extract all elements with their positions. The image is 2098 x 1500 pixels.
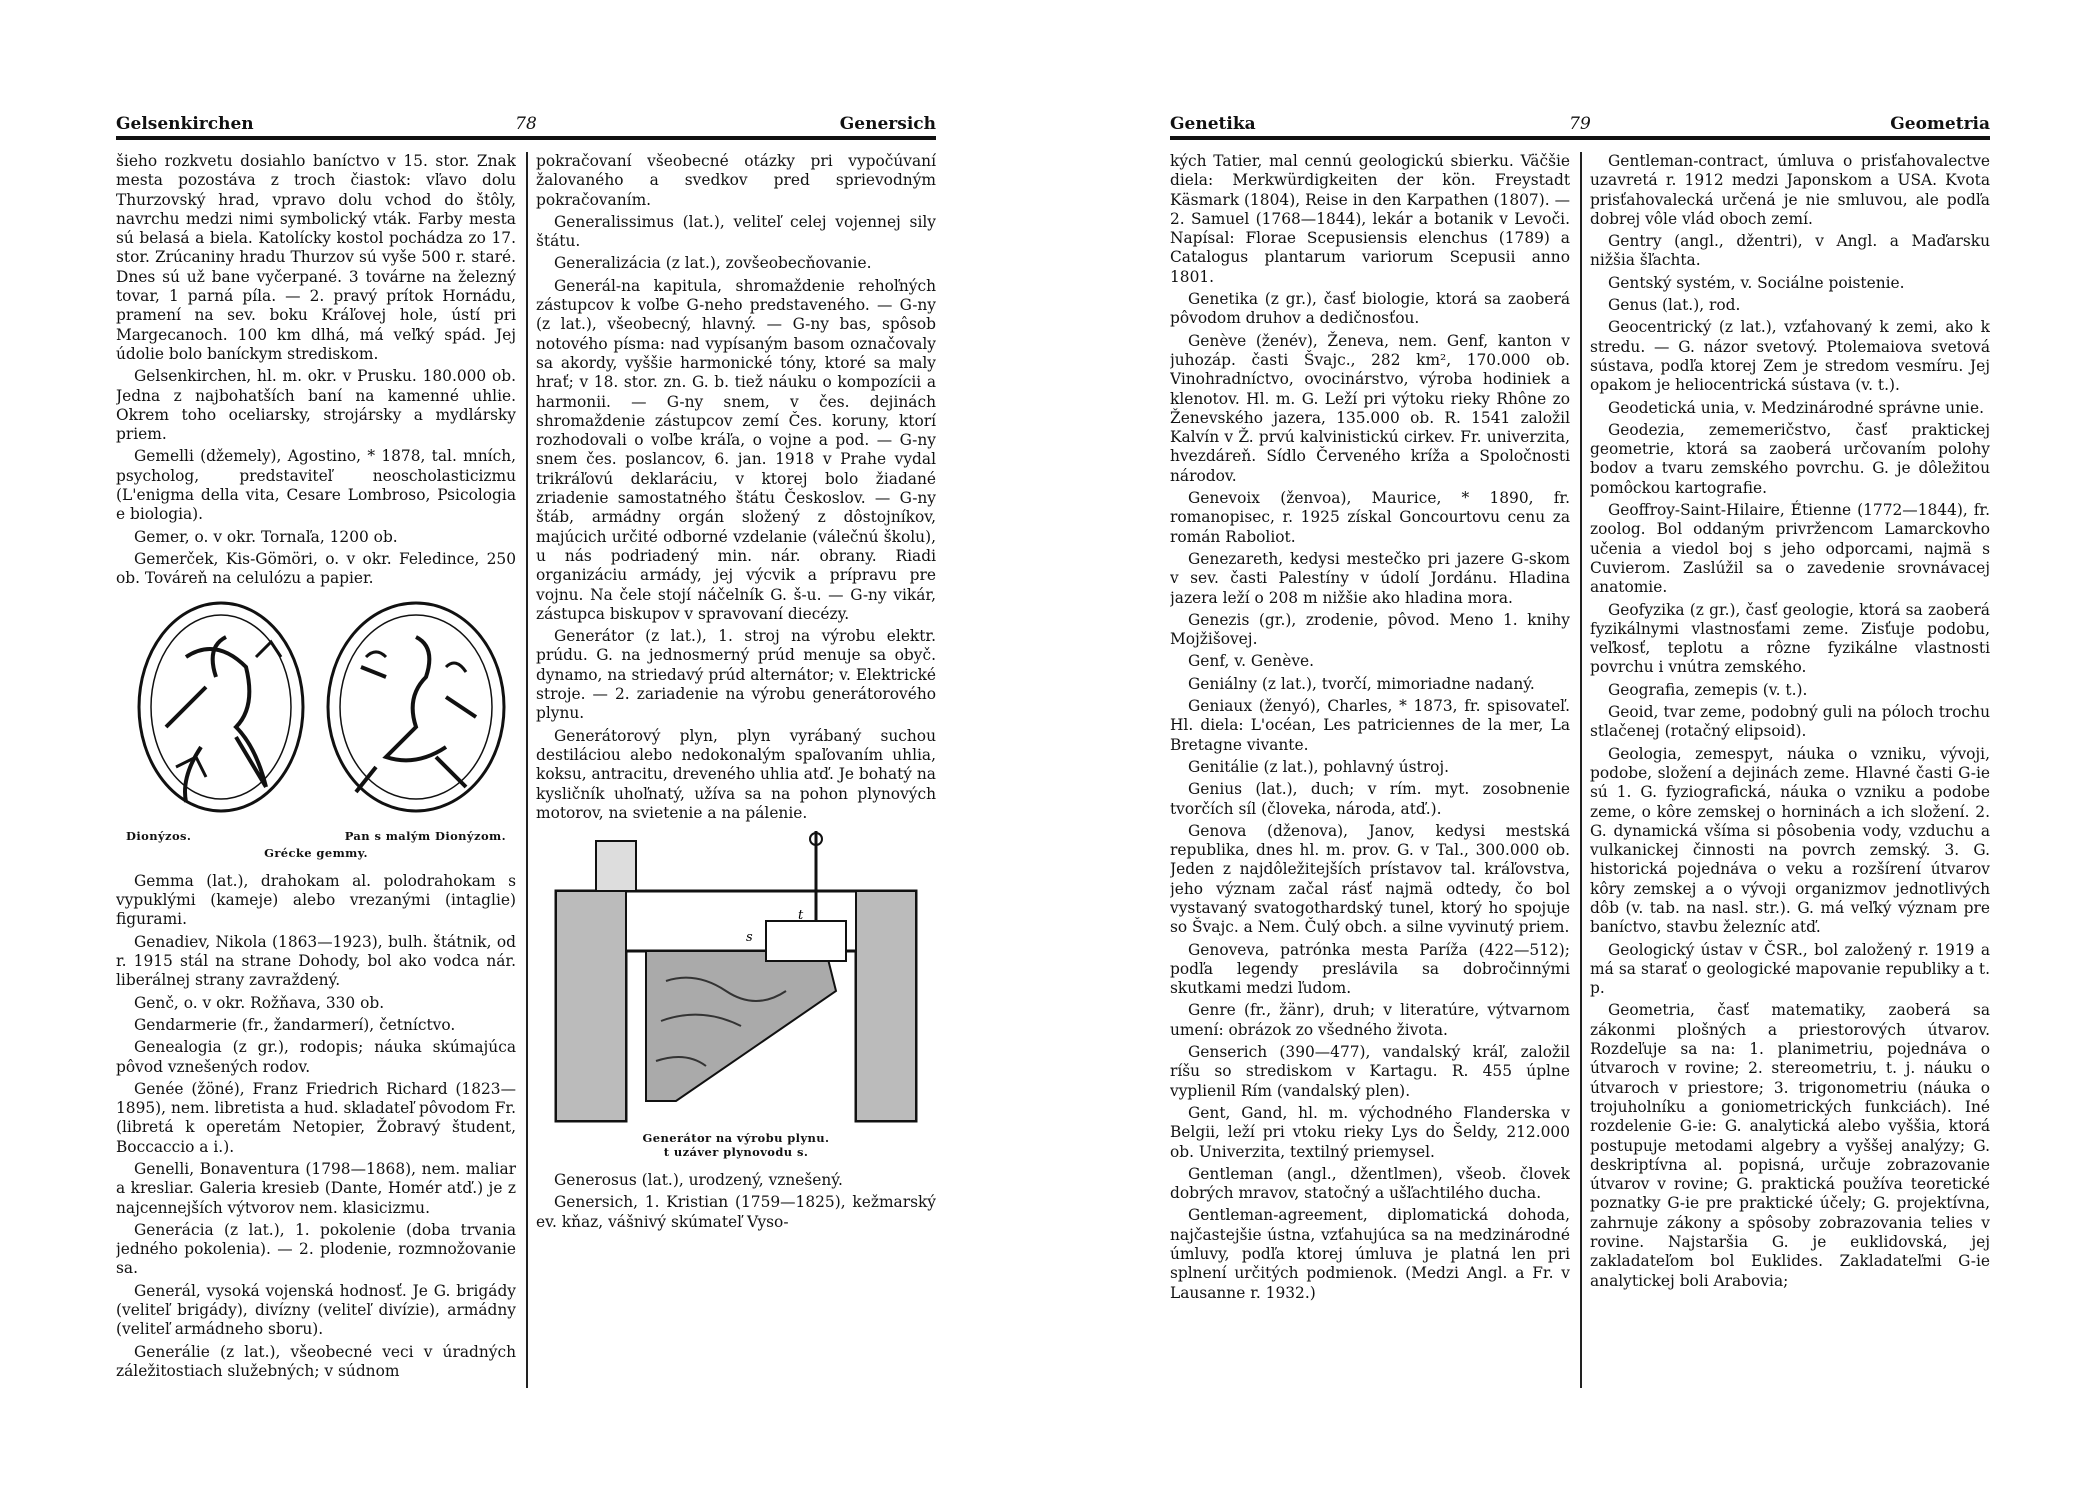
page-number: 78 [515, 114, 537, 134]
entry: Gemerček, Kis-Gömöri, o. v okr. Feledince, 250 ob. Továreň na celulózu a papier. [116, 549, 516, 588]
figure-caption-right: Pan s malým Dionýzom. [344, 828, 506, 843]
generator-illustration [536, 831, 936, 1131]
entry: Gemelli (džemely), Agostino, * 1878, tal. mních, psycholog, predstaviteľ neoscholasticizmu (L'enigma della vita, Cesare Lombroso, Psicologia e biologia). [116, 447, 516, 524]
entry: Genoveva, patrónka mesta Paríža (422—512); podľa legendy preslávila sa dobročinnými skutkami medzi ľudom. [1170, 940, 1570, 998]
right-page [1170, 108, 1990, 1428]
left-page-header [116, 108, 936, 140]
right-page-column-1 [1170, 152, 1570, 1428]
right-page-header [1170, 108, 1990, 140]
entry: Geometria, časť matematiky, zaoberá sa zákonmi plošných a priestorových útvarov. Rozdeľuje sa na: 1. planimetriu, pojednáva o útvaroch v rovine; 2. stereometriu, t. j. náuku o útvaroch v priestore; 3. trigonometriu (náuka o trojuholníku a goniometrických funkciách). Iné rozdelenie G-ie: G. analytická alebo vyššia, ktorá postupuje metodami algebry a vyššej analýzy; G. deskriptívna al. popisná, určuje zobrazovanie útvarov v rovine; G. praktická používa teoretické poznatky G-ie pre praktické účely; G. projektívna, zahrnuje zákony a spôsoby zobrazovania telies v rovine. Najstaršia G. je euklidovská, jej zakladateľom bol Euklides. Zakladateľmi G-ie analytickej boli Arabovia; [1590, 1001, 1990, 1290]
entry: Generácia (z lat.), 1. pokolenie (doba trvania jedného pokolenia). — 2. plodenie, rozmnožovanie sa. [116, 1220, 516, 1278]
header-right-guide-word: Geometria [1890, 114, 1990, 134]
entry: Generál, vysoká vojenská hodnosť. Je G. brigády (veliteľ brigády), divízny (veliteľ divízie), armádny (veliteľ armádneho sboru). [116, 1281, 516, 1339]
header-left-guide-word: Gelsenkirchen [116, 114, 254, 134]
entry: Gentleman-contract, úmluva o prisťahovalectve uzavretá r. 1912 medzi Japonskom a USA. Kvota prisťahovalecká určená je nie smluvou, ale podľa dobrej vôle vlád oboch zemí. [1590, 152, 1990, 228]
page-number: 79 [1569, 114, 1591, 134]
left-page-column-2 [536, 152, 936, 1428]
column-divider [1580, 152, 1582, 1388]
entry: Genre (fr., žänr), druh; v literatúre, výtvarnom umení: obrázok zo všedného života. [1170, 1001, 1570, 1039]
entry: Genserich (390—477), vandalský kráľ, založil ríšu so strediskom v Kartagu. R. 455 úplne vyplienil Rím (vandalský plen). [1170, 1043, 1570, 1100]
figure-caption-1: Generátor na výrobu plynu. [642, 1131, 830, 1146]
column-divider [526, 152, 528, 1388]
entry: Gentry (angl., džentri), v Angl. a Maďarsku nižšia šľachta. [1590, 232, 1990, 270]
entry: Genova (dženova), Janov, kedysi mestská republika, dnes hl. m. prov. G. v Tal., 300.000 ob. Jeden z najdôležitejších prístavov tal. kráľovstva, jeho význam začal rásť najmä odtedy, čo bol vystavaný svatogothardský tunel, ktorý ho spojuje so Švajc. a Nem. Čulý obch. a silne vyvinutý priem. [1170, 821, 1570, 937]
entry: Generál-na kapitula, shromaždenie rehoľných zástupcov k voľbe G-neho predstaveného. — G-ny (z lat.), všeobecný, hlavný. — G-ny bas, spôsob notového písma: nad vypísaným basom označovaly sa akordy, vyššie harmonické tóny, ktoré sa maly hrať; v 18. stor. zn. G. b. tiež náuku o kompozícii a harmonii. — G-ny snem, v čes. dejinách shromaždenie zástupcov zemí Čes. koruny, ktorí rozhodovali o voľbe kráľa, o vojne a pod. — G-ny snem čes. poslancov, 6. jan. 1918 v Prahe vydal trikráľovú deklaráciu, v ktorej bolo žiadané zriadenie samostatného štátu Českoslov. — G-ny štáb, armádny orgán složený z dôstojníkov, majúcich určité odborné vzdelanie (válečnú školu), u nás podriadený min. nár. obrany. Riadi organizáciu armády, jej výcvik a prípravu pre vojnu. Na čele stojí náčelník G. š-u. — G-ny vikár, zástupca biskupov v spravovaní diecézy. [536, 276, 936, 623]
figure-caption-left: Dionýzos. [126, 828, 192, 843]
entry: Generalizácia (z lat.), zovšeobecňovanie. [554, 254, 872, 273]
entry: Generálie (z lat.), všeobecné veci v úradných záležitostiach služebných; v súdnom [116, 1342, 516, 1380]
entry: Geofyzika (z gr.), časť geologie, ktorá sa zaoberá fyzikálnymi vlastnosťami zeme. Zisťuje podobu, veľkosť, teplotu a rôzne fyzikálne vlastnosti povrchu i vnútra zemského. [1590, 600, 1990, 677]
gems-illustration [116, 597, 516, 827]
entry: Gentleman (angl., džentlmen), všeob. človek dobrých mravov, statočný a ušľachtilého ducha. [1170, 1164, 1570, 1203]
entry: Genetika (z gr.), časť biologie, ktorá sa zaoberá pôvodom druhov a dedičnosťou. [1170, 290, 1570, 328]
entry: Geniaux (ženyó), Charles, * 1873, fr. spisovateľ. Hl. diela: L'océan, Les patriciennes de la mer, La Bretagne vivante. [1170, 697, 1570, 754]
entry: Geografia, zemepis (v. t.). [1608, 680, 1808, 699]
figure-label-t: t [798, 908, 804, 924]
entry: šieho rozkvetu dosiahlo baníctvo v 15. stor. Znak mesta pozostáva z troch čiastok: vľavo dolu Thurzovský hrad, vpravo dolu vchod do štôly, navrchu medzi nimi symbolický vták. Farby mesta sú belasá a biela. Katolícky kostol pochádza zo 17. stor. Zrúcaniny hradu Thurzov sú vyše 500 r. staré. Dnes sú už bane vyčerpané. 3 továrne na železný tovar, 1 parná píla. — 2. pravý prítok Hornádu, pramení na sev. boku Kráľovej hole, ústí pri Margecanoch. 100 km dlhá, má veľký spád. Jej údolie bolo baníckym strediskom. [116, 152, 516, 363]
entry: Genersich, 1. Kristian (1759—1825), kežmarský ev. kňaz, vášnivý skúmateľ Vyso- [536, 1193, 936, 1231]
entry: Geologický ústav v ČSR., bol založený r. 1919 a má sa starať o geologické mapovanie republiky a t. p. [1590, 940, 1990, 998]
entry: Geodetická unia, v. Medzinárodné správne unie. [1608, 398, 1984, 417]
entry: Gentleman-agreement, diplomatická dohoda, najčastejšie ústna, vzťahujúca sa na medzinárodné úmluvy, podľa ktorej úmluva je platná len pri splnení určitých podmienok. (Medzi Angl. a Fr. v Lausanne r. 1932.) [1170, 1206, 1570, 1302]
entry: Genevoix (ženvoa), Maurice, * 1890, fr. romanopisec, r. 1925 získal Goncourtovu cenu za román Raboliot. [1170, 489, 1570, 546]
figure-label-s: s [746, 930, 753, 946]
entry: Genf, v. Genève. [1188, 652, 1315, 671]
figure-caption-2: t uzáver plynovodu s. [663, 1145, 809, 1160]
entry: Genezis (gr.), zrodenie, pôvod. Meno 1. knihy Mojžišovej. [1170, 610, 1570, 649]
entry: Genus (lat.), rod. [1608, 296, 1741, 315]
entry: Geodezia, zememeričstvo, časť praktickej geometrie, ktorá sa zaoberá určovaním polohy bodov a tvaru zemského povrchu. G. je dôležitou pomôckou kartografie. [1590, 420, 1990, 497]
entry: Generátor (z lat.), 1. stroj na výrobu elektr. prúdu. G. na jednosmerný prúd menuje sa obyč. dynamo, na striedavý prúd alternátor; v. Elektrické stroje. — 2. zariadenie na výrobu generátorového plynu. [536, 627, 936, 723]
entry: Genitálie (z lat.), pohlavný ústroj. [1188, 757, 1450, 776]
entry: Genezareth, kedysi mestečko pri jazere G-skom v sev. časti Palestíny v údolí Jordánu. Hladina jazera leží o 208 m nižšie ako hladina mora. [1170, 549, 1570, 607]
entry: Genadiev, Nikola (1863—1923), bulh. štátnik, od r. 1915 stál na strane Dohody, bol ako vodca nár. liberálnej strany zavraždený. [116, 932, 516, 990]
entry: Gemer, o. v okr. Tornaľa, 1200 ob. [134, 527, 398, 546]
left-page [116, 108, 936, 1428]
entry: Genève (ženév), Ženeva, nem. Genf, kanton v juhozáp. časti Švajc., 282 km², 170.000 ob. Vinohradníctvo, ovocinárstvo, výroba hodiniek a klenotov. Hl. m. G. Leží pri výtoku rieky Rhône zo Ženevského jazera, 135.000 ob. R. 1541 založil Kalvín v Ž. prvú kalvinistickú cirkev. Fr. univerzita, hvezdáreň. Sídlo Červeného kríža a Spoločnosti národov. [1170, 331, 1570, 485]
entry: Geoid, tvar zeme, podobný guli na póloch trochu stlačenej (rotačný elipsoid). [1590, 703, 1990, 741]
entry: Geocentrický (z lat.), vzťahovaný k zemi, ako k stredu. — G. názor svetový. Ptolemaiova svetová sústava, podľa ktorej Zem je stredom vesmíru. Jej opakom je heliocentrická sústava (v. t.). [1590, 318, 1990, 395]
entry: pokračovaní všeobecné otázky pri vypočúvaní žalovaného a svedkov pred sprievodným pokračovaním. [536, 152, 936, 209]
entry: Gendarmerie (fr., žandarmerí), četníctvo. [134, 1015, 456, 1034]
entry: Gent, Gand, hl. m. východného Flanderska v Belgii, leží pri vtoku rieky Lys do Šeldy, 212.000 ob. Univerzita, textilný priemysel. [1170, 1103, 1570, 1161]
entry: Geologia, zemespyt, náuka o vzniku, vývoji, podobe, složení a dejinách zeme. Hlavné časti G-ie sú 1. G. fyziografická, náuka o vzniku a podobe zeme, o kôre zemskej o horninách a ich složení. 2. G. dynamická všíma si pôsobenia vody, vzduchu a vulkanickej činnosti na povrch zemský. 3. G. historická pojednáva o veku a rozšírení útvarov kôry zemskej a o vývoji organizmov jednotlivých dôb (v. tab. na nasl. str.). G. má veľký význam pre baníctvo, stavbu železníc atď. [1590, 744, 1990, 937]
header-left-guide-word: Genetika [1170, 114, 1256, 134]
entry: Genč, o. v okr. Rožňava, 330 ob. [134, 993, 385, 1012]
entry: Geoffroy-Saint-Hilaire, Étienne (1772—1844), fr. zoolog. Bol oddaným privržencom Lamarckovho učenia a viedol boj s jeho odporcami, najmä s Cuvierom. Zaslúžil sa o zavedenie srovnávacej anatomie. [1590, 501, 1990, 597]
entry: Genius (lat.), duch; v rím. myt. zosobnenie tvorčích síl (človeka, národa, atď.). [1170, 780, 1570, 818]
entry: Gentský systém, v. Sociálne poistenie. [1608, 273, 1905, 292]
entry: Generátorový plyn, plyn vyrábaný suchou destiláciou alebo nedokonalým spaľovaním uhlia, koksu, antracitu, dreveného uhlia atď. Je bohatý na kysličník uhoľnatý, užíva sa na pohon plynových motorov, na svietenie a na pálenie. [536, 726, 936, 822]
entry: Geniálny (z lat.), tvorčí, mimoriadne nadaný. [1188, 674, 1535, 693]
entry: Generosus (lat.), urodzený, vznešený. [554, 1171, 843, 1190]
entry: Generalissimus (lat.), veliteľ celej vojennej sily štátu. [536, 212, 936, 251]
header-right-guide-word: Genersich [839, 114, 936, 134]
entry: Genelli, Bonaventura (1798—1868), nem. maliar a kresliar. Galeria kresieb (Dante, Homér atď.) je z najcennejších výtvorov nem. klasicizmu. [116, 1159, 516, 1217]
entry: kých Tatier, mal cennú geologickú sbierku. Väčšie diela: Merkwürdigkeiten der kön. Freystadt Käsmark (1804), Reise in den Karpathen (1807). — 2. Samuel (1768—1844), lekár a botanik v Levoči. Napísal: Florae Scepusiensis elenchus (1789) a Catalogus plantarum variorum Scepusii anno 1801. [1170, 152, 1570, 286]
entry: Genée (žöné), Franz Friedrich Richard (1823—1895), nem. libretista a hud. skladateľ pôvodom Fr. (libretá k operetám Netopier, Žobravý študent, Boccaccio a i.). [116, 1079, 516, 1156]
generator-figure [536, 831, 936, 1159]
right-page-column-2 [1590, 152, 1990, 1428]
entry: Gemma (lat.), drahokam al. polodrahokam s vypuklými (kameje) alebo vrezanými (intaglie) figurami. [116, 871, 516, 929]
gems-figure [116, 597, 516, 860]
figure-caption-bottom: Grécke gemmy. [264, 845, 368, 860]
entry: Gelsenkirchen, hl. m. okr. v Prusku. 180.000 ob. Jedna z najbohatších baní na kamenné uhlie. Okrem toho oceliarsky, strojársky a mydlársky priem. [116, 367, 516, 444]
entry: Genealogia (z gr.), rodopis; náuka skúmajúca pôvod vznešených rodov. [116, 1038, 516, 1076]
left-page-column-1 [116, 152, 516, 1428]
